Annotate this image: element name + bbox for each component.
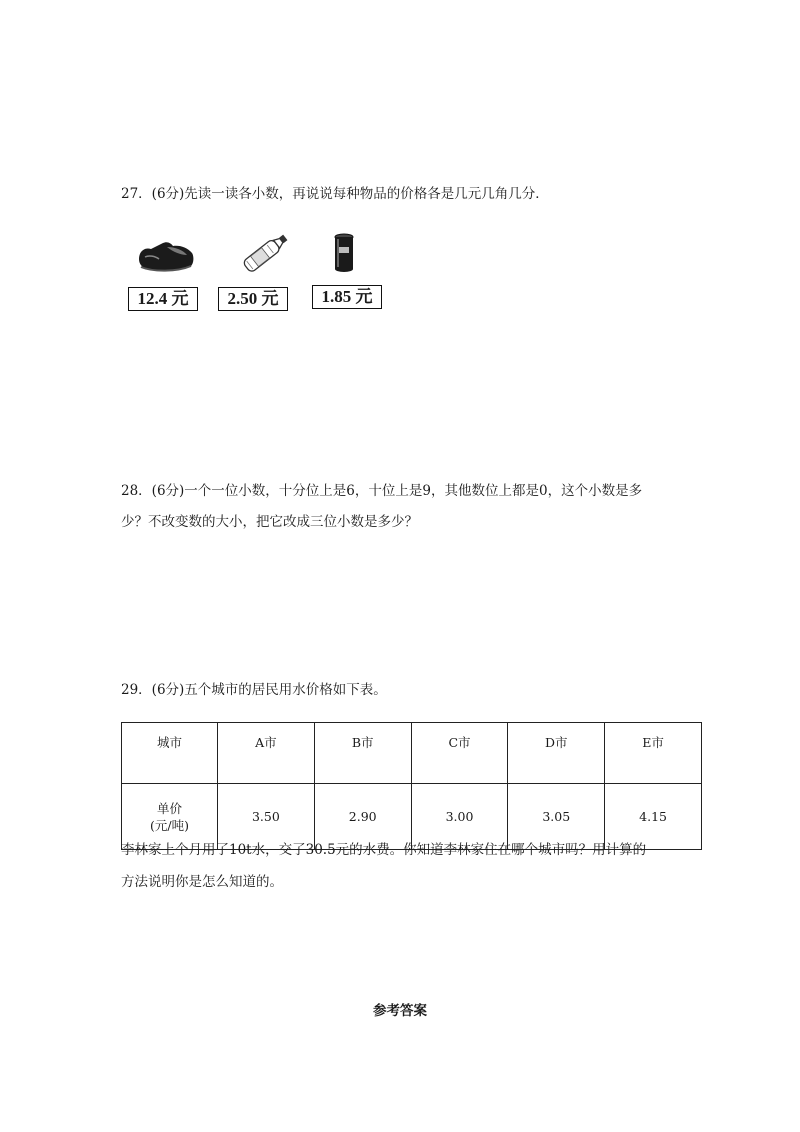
bottle-icon	[236, 232, 292, 276]
question-27: 27．(6分)先读一读各小数，再说说每种物品的价格各是几元几角几分．	[121, 186, 549, 202]
price-cell-d: 3.05	[508, 784, 605, 850]
header-cell-a: A市	[218, 723, 315, 784]
shoe-item	[137, 237, 195, 277]
table-header-row	[122, 723, 702, 784]
bottle-item	[236, 232, 292, 276]
answer-section-title: 参考答案	[373, 1003, 427, 1019]
row-label-unit: (元/吨)	[150, 817, 189, 833]
question-29-line-1: 李林家上个月用了10t水，交了30.5元的水费。你知道李林家住在哪个城市吗？用计算的	[121, 842, 647, 858]
header-cell-city: 城市	[122, 723, 218, 784]
price-box-can: 1.85 元	[312, 285, 382, 309]
price-box-bottle: 2.50 元	[218, 287, 288, 311]
price-cell-b: 2.90	[314, 784, 411, 850]
price-cell-c: 3.00	[411, 784, 508, 850]
water-price-table	[121, 722, 702, 850]
price-box-shoe: 12.4 元	[128, 287, 198, 311]
price-cell-a: 3.50	[218, 784, 315, 850]
header-cell-d: D市	[508, 723, 605, 784]
can-icon	[333, 233, 355, 273]
header-cell-e: E市	[605, 723, 702, 784]
header-cell-b: B市	[314, 723, 411, 784]
can-item	[333, 233, 355, 273]
shoe-icon	[137, 237, 195, 277]
question-29-line-2: 方法说明你是怎么知道的。	[121, 874, 283, 890]
question-29: 29．(6分)五个城市的居民用水价格如下表。	[121, 682, 387, 698]
price-cell-e: 4.15	[605, 784, 702, 850]
question-28-line-1: 28．(6分)一个一位小数，十分位上是6，十位上是9，其他数位上都是0，这个小数是多	[121, 483, 643, 499]
question-28-line-2: 少？不改变数的大小，把它改成三位小数是多少？	[121, 514, 418, 530]
row-label-price: 单价	[156, 800, 182, 816]
header-cell-c: C市	[411, 723, 508, 784]
